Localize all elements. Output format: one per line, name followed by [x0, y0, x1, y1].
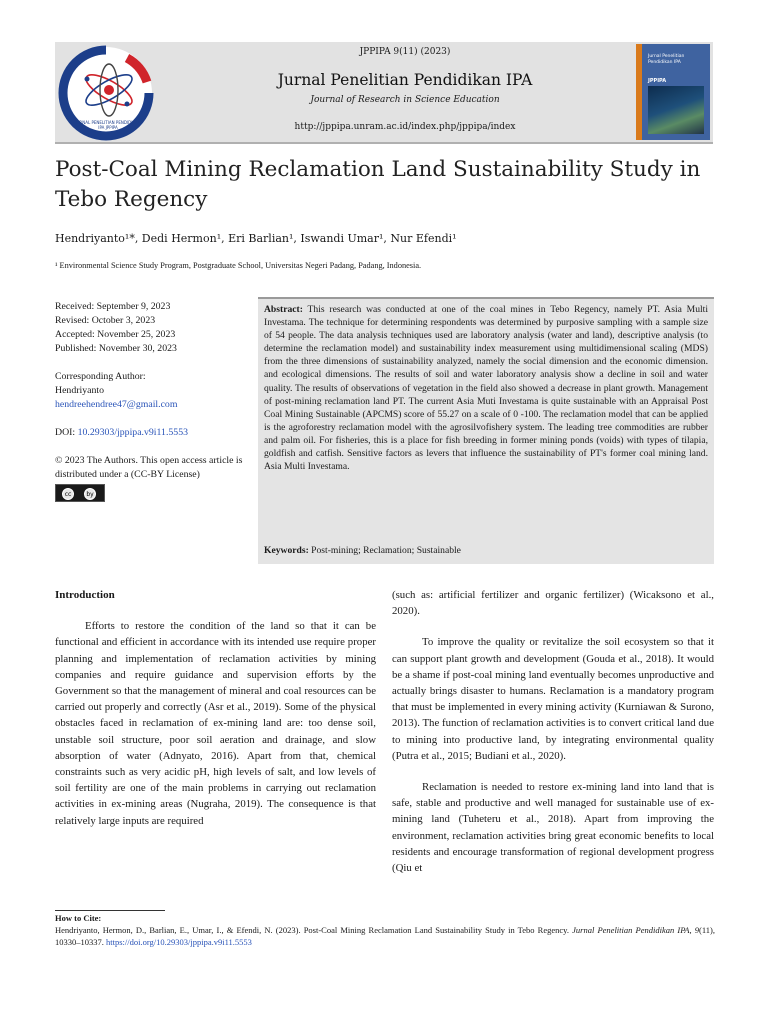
- citation-footer: [55, 912, 715, 948]
- affiliation: ¹ Environmental Science Study Program, Postgraduate School, Universitas Negeri Padang, Padang, Indonesia.: [55, 261, 422, 270]
- journal-cover-thumbnail: [636, 44, 710, 140]
- section-heading-introduction: Introduction: [55, 589, 115, 601]
- received-date: Received: September 9, 2023: [55, 301, 171, 312]
- by-icon: by: [84, 488, 96, 500]
- article-title: Post-Coal Mining Reclamation Land Sustainability Study in Tebo Regency: [55, 157, 701, 212]
- cover-brand: JPPIPA: [648, 78, 667, 84]
- issue-label: JPPIPA 9(11) (2023): [359, 47, 451, 57]
- citation-part-b: (11), 10330–10337.: [55, 925, 715, 947]
- revised-date: Revised: October 3, 2023: [55, 315, 156, 326]
- cover-photo: [648, 86, 704, 134]
- corresponding-name: Hendriyanto: [55, 385, 104, 396]
- footer-divider: [55, 910, 165, 911]
- paragraph: Efforts to restore the condition of the land so that it can be functional and efficient in accordance with its intended use require proper planning and implementation of reclamation activities by mining companies and require guidance and supervision efforts by the Government so that the management of mineral and coal resources can be carried out properly and correctly (Asr et al., 2019). Some of the physical obstacles faced in reclamation of ex-mining land are: too dense soil, unstable soil structure, poor soil aeration and drainage, and slow absorption of water (Adnyato, 2016). Apart from that, chemical constraints such as very acidic pH, high levels of salt, and low levels of soil fertility are one of the main problems in carrying out reclamation activities in ex-mining areas (Nugraha, 2019). The consequence is that relatively large inputs are required: [55, 620, 376, 827]
- published-date: Published: November 30, 2023: [55, 343, 177, 354]
- author-list: Hendriyanto¹*, Dedi Hermon¹, Eri Barlian¹, Iswandi Umar¹, Nur Efendi¹: [55, 232, 457, 245]
- abstract-label: Abstract:: [264, 304, 303, 315]
- journal-header: [55, 42, 713, 144]
- logo-caption: JURNAL PENELITIAN PENDIDIKAN IPA JPPIPA: [75, 120, 141, 130]
- citation-part-a: Hendriyanto, Hermon, D., Barlian, E., Umar, I., & Efendi, N. (2023). Post-Coal Mining Reclamation Land Sustainability Study in Tebo Regency.: [55, 925, 573, 935]
- how-to-cite-label: How to Cite:: [55, 913, 102, 923]
- cover-title: Jurnal Penelitian Pendidikan IPA: [648, 54, 685, 65]
- corresponding-email-link[interactable]: hendreehendree47@gmail.com: [55, 399, 178, 410]
- paragraph: To improve the quality or revitalize the soil ecosystem so that it can support plant growth and development (Gouda et al., 2018). It would be a shame if post-coal mining land eventually becomes unproductive and actually brings disaster to humans. Reclamation is a mandatory program that must be implemented in every mining activity (Kurniawan & Surono, 2013). The function of reclamation activities is to convert critical land due to mining into productive land, by integrating environmental quality (Putra et al., 2015; Budiani et al., 2020).: [392, 636, 714, 762]
- keywords-text: Post-mining; Reclamation; Sustainable: [311, 545, 461, 556]
- cc-icon: cc: [62, 488, 74, 500]
- citation-journal: Jurnal Penelitian Pendidikan IPA, 9: [572, 925, 699, 935]
- body-column-left: [55, 587, 376, 829]
- keywords-line: [264, 545, 461, 556]
- license-text: © 2023 The Authors. This open access article is distributed under a (CC-BY License): [55, 455, 243, 480]
- journal-name: Jurnal Penelitian Pendidikan IPA: [277, 71, 533, 89]
- corresponding-label: Corresponding Author:: [55, 371, 146, 382]
- doi-line: [55, 426, 245, 440]
- accepted-date: Accepted: November 25, 2023: [55, 329, 176, 340]
- paragraph: (such as: artificial fertilizer and organic fertilizer) (Wicaksono et al., 2020).: [392, 589, 714, 618]
- doi-label: DOI:: [55, 427, 78, 438]
- citation-text: [55, 924, 715, 948]
- paragraph: Reclamation is needed to restore ex-mining land into land that is safe, stable and productive and well managed for sustainable use of ex-mining land (Tuheteru et al., 2018). Apart from improving the environment, reclamation activities bring great economic benefits to local residents and encourage transformation of regional development progress (Qiu et: [392, 781, 714, 875]
- abstract-text: This research was conducted at one of the coal mines in Tebo Regency, namely PT. Asia Multi Investama. The technique for determining respondents was determined by purposive sampling with a sample size of 54 people. The data analysis techniques used are laboratory analysis (water and land), descriptive analysis (to determine the reclamation model) and sustainability index measurement using multidimensional scaling (MDS) from the three dimensions of sustainability analyzed, namely the social dimension and the economic dimension. and ecological dimensions. The results of soil and water laboratory analysis show a decline in soil and water quality. The results of observations of vegetation in the field also showed a decrease in plant growth. Management of post-mining reclamation land PT. The current Asia Muti Investama is quite sustainable with an Appraisal Post Coal Mining Sustainable (APCMS) score of 55.27 on a scale of 0 -100. The reclamation model that can be applied is the agroforestry reclamation model with the agrosilvofishery system. The leading tree commodities are rubber and palm oil. For fisheries, this is a place for fish breeding in former mining ponds (voids) with types of tilapia, goldfish and catfish. Sensitive factors as levers that influence the sustainability of PT's former coal mining land. Asia Multi Investama.: [264, 304, 709, 473]
- journal-subtitle: Journal of Research in Science Education: [310, 95, 500, 105]
- citation-doi-link[interactable]: https://doi.org/10.29303/jppipa.v9i11.5553: [106, 937, 252, 947]
- cc-by-license-icon[interactable]: [55, 484, 105, 502]
- doi-link[interactable]: 10.29303/jppipa.v9i11.5553: [77, 427, 188, 438]
- abstract-box: [258, 297, 714, 564]
- abstract-body: [264, 303, 708, 473]
- body-column-right: [392, 587, 714, 876]
- article-metadata: [55, 300, 245, 507]
- journal-url[interactable]: http://jppipa.unram.ac.id/index.php/jppipa/index: [294, 122, 516, 132]
- keywords-label: Keywords:: [264, 545, 309, 556]
